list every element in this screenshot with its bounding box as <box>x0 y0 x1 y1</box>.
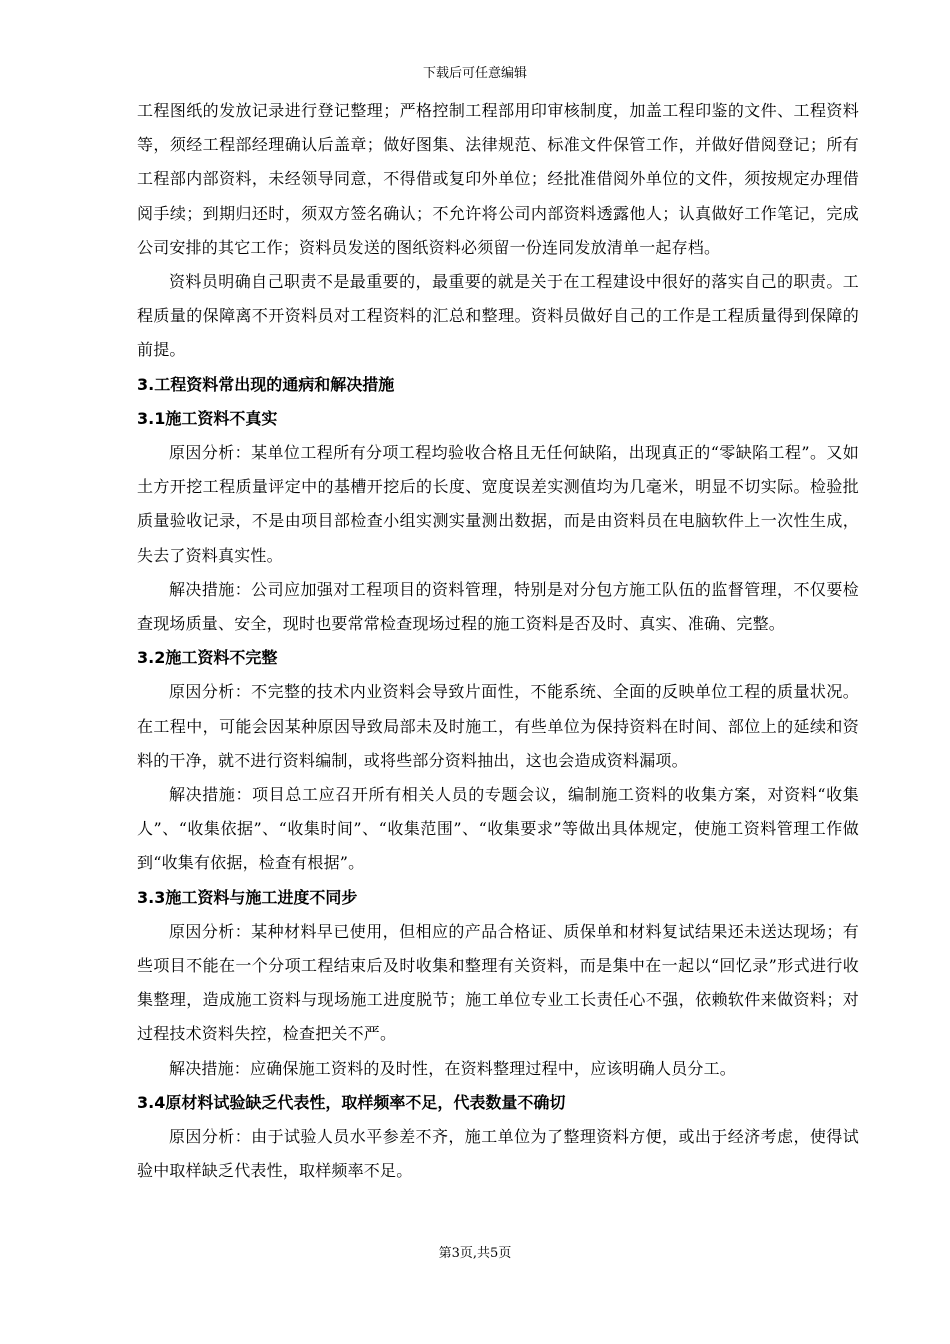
paragraph: 工程图纸的发放记录进行登记整理；严格控制工程部用印审核制度，加盖工程印鉴的文件、工程资料等，须经工程部经理确认后盖章；做好图集、法律规范、标准文件保管工作，并做好借阅登记；所有工程部内部资料，未经领导同意，不得借或复印外单位；经批准借阅外单位的文件，须按规定办理借阅手续；到期归还时，须双方签名确认；不允许将公司内部资料透露他人；认真做好工作笔记，完成公司安排的其它工作；资料员发送的图纸资料必须留一份连同发放清单一起存档。 <box>137 101 859 257</box>
paragraph: 原因分析：某单位工程所有分项工程均验收合格且无任何缺陷，出现真正的“零缺陷工程”。又如土方开挖工程质量评定中的基槽开挖后的长度、宽度误差实测值均为几毫米，明显不切实际。检验批质量验收记录，不是由项目部检查小组实测实量测出数据，而是由资料员在电脑软件上一次性生成，失去了资料真实性。 <box>137 443 859 565</box>
section-heading: 3.工程资料常出现的通病和解决措施 <box>137 374 395 394</box>
document-body <box>137 94 859 1189</box>
paragraph: 解决措施：项目总工应召开所有相关人员的专题会议，编制施工资料的收集方案，对资料“收集人”、“收集依据”、“收集时间”、“收集范围”、“收集要求”等做出具体规定，使施工资料管理工作做到“收集有依据，检查有根据”。 <box>137 785 859 873</box>
paragraph: 原因分析：某种材料早已使用，但相应的产品合格证、质保单和材料复试结果还未送达现场；有些项目不能在一个分项工程结束后及时收集和整理有关资料，而是集中在一起以“回忆录”形式进行收集整理，造成施工资料与现场施工进度脱节；施工单位专业工长责任心不强，依赖软件来做资料；对过程技术资料失控，检查把关不严。 <box>137 921 859 1044</box>
subsection-heading: 3.2施工资料不完整 <box>137 648 278 668</box>
paragraph: 资料员明确自己职责不是最重要的，最重要的就是关于在工程建设中很好的落实自己的职责。工程质量的保障离不开资料员对工程资料的汇总和整理。资料员做好自己的工作是工程质量得到保障的前提。 <box>137 272 859 360</box>
paragraph: 解决措施：公司应加强对工程项目的资料管理，特别是对分包方施工队伍的监督管理，不仅要检查现场质量、安全，现时也要常常检查现场过程的施工资料是否及时、真实、准确、完整。 <box>137 579 859 634</box>
subsection-heading: 3.4原材料试验缺乏代表性，取样频率不足，代表数量不确切 <box>137 1092 566 1112</box>
page-number: 第3页,共5页 <box>438 1246 512 1261</box>
page-header: 下载后可任意编辑 <box>422 66 527 81</box>
paragraph: 原因分析：不完整的技术内业资料会导致片面性，不能系统、全面的反映单位工程的质量状况。在工程中，可能会因某种原因导致局部未及时施工，有些单位为保持资料在时间、部位上的延续和资料的干净，就不进行资料编制，或将些部分资料抽出，这也会造成资料漏项。 <box>137 682 859 770</box>
subsection-heading: 3.3施工资料与施工进度不同步 <box>137 887 358 907</box>
subsection-heading: 3.1施工资料不真实 <box>137 408 278 428</box>
paragraph: 解决措施：应确保施工资料的及时性，在资料整理过程中，应该明确人员分工。 <box>169 1058 737 1078</box>
paragraph: 原因分析：由于试验人员水平参差不齐，施工单位为了整理资料方便，或出于经济考虑，使得试验中取样缺乏代表性，取样频率不足。 <box>137 1127 859 1181</box>
